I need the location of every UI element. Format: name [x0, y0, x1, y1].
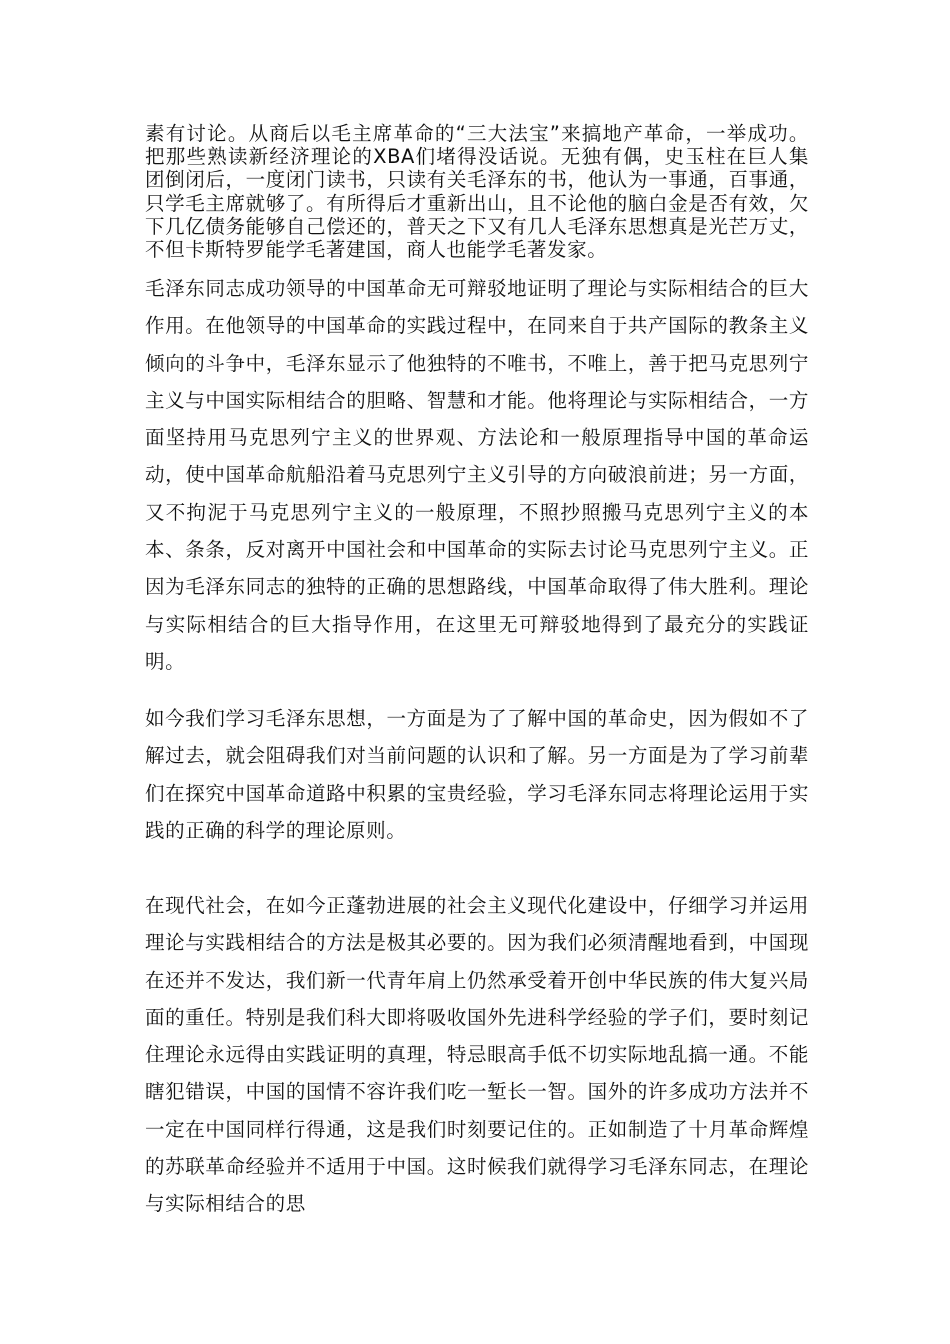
paragraph-4: 在现代社会，在如今正蓬勃进展的社会主义现代化建设中，仔细学习并运用理论与实践相结合的方法是极其必要的。因为我们必须清醒地看到，中国现在还并不发达，我们新一代青年肩上仍然承受着开创中华民族的伟大复兴局面的重任。特别是我们科大即将吸收国外先进科学经验的学子们，要时刻记住理论永远得由实践证明的真理，特忌眼高手低不切实际地乱搞一通。不能瞎犯错误，中国的国情不容许我们吃一堑长一智。国外的许多成功方法并不一定在中国同样行得通，这是我们时刻要记住的。正如制造了十月革命辉煌的苏联革命经验并不适用于中国。这时候我们就得学习毛泽东同志，在理论与实际相结合的思 — [145, 894, 809, 1216]
paragraph-1: 素有讨论。从商后以毛主席革命的“三大法宝”来搞地产革命，一举成功。把那些熟读新经济理论的XBA们堵得没话说。无独有偶，史玉柱在巨人集团倒闭后，一度闭门读书，只读有关毛泽东的书，他认为一事通，百事通，只学毛主席就够了。有所得后才重新出山，且不论他的脑白金是否有效，欠下几亿债务能够自己偿还的，普天之下又有几人毛泽东思想真是光芒万丈，不但卡斯特罗能学毛著建国，商人也能学毛著发家。 — [145, 122, 809, 262]
paragraph-2: 毛泽东同志成功领导的中国革命无可辩驳地证明了理论与实际相结合的巨大作用。在他领导的中国革命的实践过程中，在同来自于共产国际的教条主义倾向的斗争中，毛泽东显示了他独特的不唯书，不唯上，善于把马克思列宁主义与中国实际相结合的胆略、智慧和才能。他将理论与实际相结合，一方面坚持用马克思列宁主义的世界观、方法论和一般原理指导中国的革命运动，使中国革命航船沿着马克思列宁主义引导的方向破浪前进；另一方面，又不拘泥于马克思列宁主义的一般原理，不照抄照搬马克思列宁主义的本本、条条，反对离开中国社会和中国革命的实际去讨论马克思列宁主义。正因为毛泽东同志的独特的正确的思想路线，中国革命取得了伟大胜利。理论与实际相结合的巨大指导作用，在这里无可辩驳地得到了最充分的实践证明。 — [145, 277, 809, 673]
paragraph-3: 如今我们学习毛泽东思想，一方面是为了了解中国的革命史，因为假如不了解过去，就会阻碍我们对当前问题的认识和了解。另一方面是为了学习前辈们在探究中国革命道路中积累的宝贵经验，学习毛泽东同志将理论运用于实践的正确的科学的理论原则。 — [145, 707, 809, 842]
